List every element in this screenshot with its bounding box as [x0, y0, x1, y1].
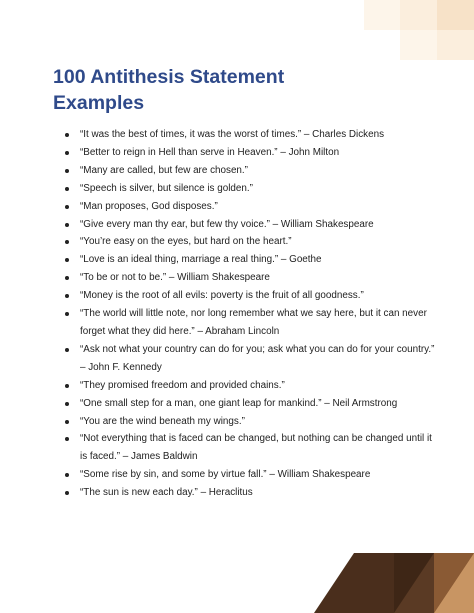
list-item: “They promised freedom and provided chains.”: [64, 377, 436, 395]
list-item: “Some rise by sin, and some by virtue fall.” – William Shakespeare: [64, 466, 436, 484]
list-item: “Not everything that is faced can be changed, but nothing can be changed until it is faced.” – James Baldwin: [64, 430, 436, 466]
list-item: “The sun is new each day.” – Heraclitus: [64, 484, 436, 502]
list-item: “You are the wind beneath my wings.”: [64, 413, 436, 431]
list-item: “One small step for a man, one giant leap for mankind.” – Neil Armstrong: [64, 395, 436, 413]
list-item: “You’re easy on the eyes, but hard on the heart.”: [64, 233, 436, 251]
decorative-triangles: [314, 553, 474, 613]
list-item: “Many are called, but few are chosen.”: [64, 162, 436, 180]
list-item: “Speech is silver, but silence is golden.”: [64, 180, 436, 198]
list-item: “Love is an ideal thing, marriage a real thing.” – Goethe: [64, 251, 436, 269]
decorative-squares: [364, 0, 474, 60]
list-item: “Man proposes, God disposes.”: [64, 198, 436, 216]
list-item: “The world will little note, nor long remember what we say here, but it can never forget what they did here.” – Abraham Lincoln: [64, 305, 436, 341]
title-line-2: Examples: [53, 92, 145, 114]
list-item: “Money is the root of all evils: poverty is the fruit of all goodness.”: [64, 287, 436, 305]
list-item: “To be or not to be.” – William Shakespeare: [64, 269, 436, 287]
examples-list: [64, 126, 436, 502]
page-title: [53, 64, 353, 116]
list-item: “Better to reign in Hell than serve in Heaven.” – John Milton: [64, 144, 436, 162]
title-line-1: 100 Antithesis Statement: [53, 66, 285, 88]
list-item: “Ask not what your country can do for you; ask what you can do for your country.” – John F. Kennedy: [64, 341, 436, 377]
list-item: “Give every man thy ear, but few thy voice.” – William Shakespeare: [64, 216, 436, 234]
list-item: “It was the best of times, it was the worst of times.” – Charles Dickens: [64, 126, 436, 144]
